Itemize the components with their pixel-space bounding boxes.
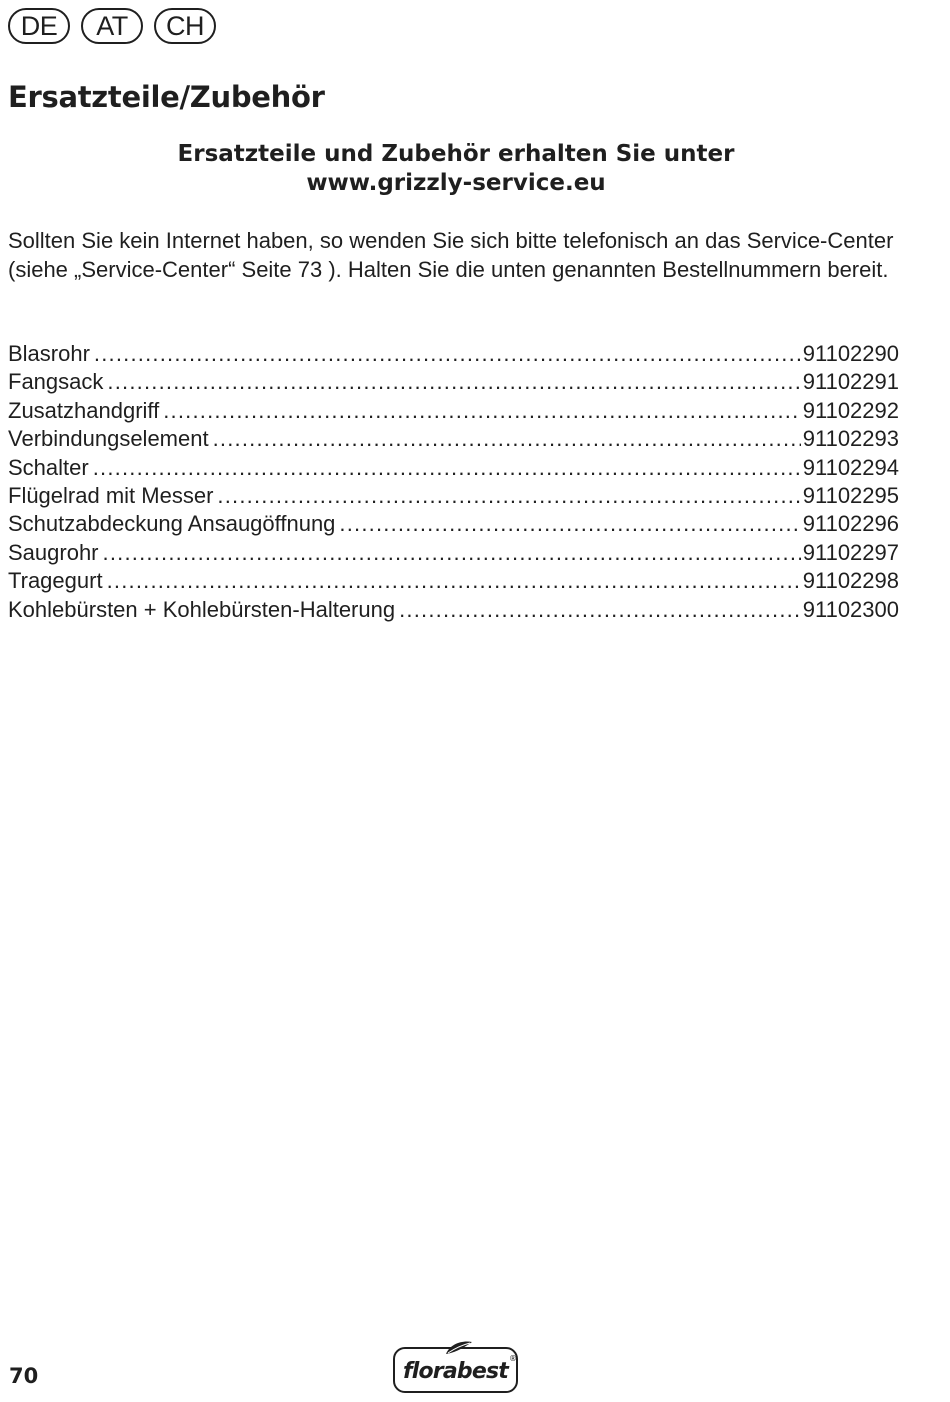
part-number: 91102297: [802, 539, 899, 565]
country-badge-at: AT: [81, 8, 143, 44]
part-name: Zusatzhandgriff: [8, 397, 160, 423]
leaf-icon: [444, 1340, 474, 1356]
parts-list: [8, 340, 899, 624]
registered-mark: ®: [509, 1354, 517, 1363]
dot-leader: [107, 567, 801, 595]
part-number: 91102291: [802, 369, 899, 395]
brand-name: florabest: [402, 1359, 508, 1384]
part-name: Schalter: [8, 454, 89, 480]
section-title: Ersatzteile/Zubehör: [8, 80, 325, 114]
part-row-schalter: [8, 454, 899, 482]
dot-leader: [399, 596, 801, 624]
dot-leader: [94, 340, 801, 368]
part-row-fangsack: [8, 368, 899, 396]
dot-leader: [107, 368, 800, 396]
dot-leader: [213, 425, 801, 453]
service-line: Ersatzteile und Zubehör erhalten Sie unter: [177, 141, 735, 167]
part-number: 91102300: [802, 596, 899, 622]
part-name: Fangsack: [8, 369, 104, 395]
part-name: Saugrohr: [8, 539, 99, 565]
part-row-zusatzhandgriff: [8, 397, 899, 425]
part-row-fluegelrad: [8, 482, 899, 510]
country-badges: [8, 8, 216, 44]
part-row-saugrohr: [8, 539, 899, 567]
part-row-verbindungselement: [8, 425, 899, 453]
page-number: 70: [9, 1364, 39, 1388]
part-number: 91102296: [802, 511, 899, 537]
part-row-tragegurt: [8, 567, 899, 595]
part-number: 91102293: [802, 426, 899, 452]
part-row-schutzabdeckung: [8, 510, 899, 538]
part-number: 91102292: [802, 397, 899, 423]
dot-leader: [93, 454, 801, 482]
dot-leader: [163, 397, 801, 425]
part-name: Tragegurt: [8, 568, 103, 594]
dot-leader: [217, 482, 800, 510]
intro-paragraph: Sollten Sie kein Internet haben, so wenden Sie sich bitte telefonisch an das Service-Center (siehe „Service-Center“ Seite 73 ). Halten Sie die unten genannten Bestellnummern bereit.: [8, 228, 894, 282]
part-row-blasrohr: [8, 340, 899, 368]
country-badge-de: DE: [8, 8, 70, 44]
part-number: 91102290: [802, 341, 899, 366]
part-number: 91102295: [802, 482, 899, 508]
part-name: Verbindungselement: [8, 426, 209, 452]
service-info: [0, 140, 912, 198]
part-row-kohlebuersten: [8, 596, 899, 624]
part-name: Schutzabdeckung Ansaugöffnung: [8, 511, 336, 537]
part-name: Blasrohr: [8, 341, 90, 366]
dot-leader: [339, 510, 800, 538]
part-number: 91102294: [802, 454, 899, 480]
part-name: Kohlebürsten + Kohlebürsten-Halterung: [8, 596, 396, 622]
part-number: 91102298: [802, 568, 899, 594]
dot-leader: [103, 539, 801, 567]
country-badge-ch: CH: [154, 8, 216, 44]
part-name: Flügelrad mit Messer: [8, 482, 214, 508]
service-url-link[interactable]: www.grizzly-service.eu: [306, 170, 606, 196]
